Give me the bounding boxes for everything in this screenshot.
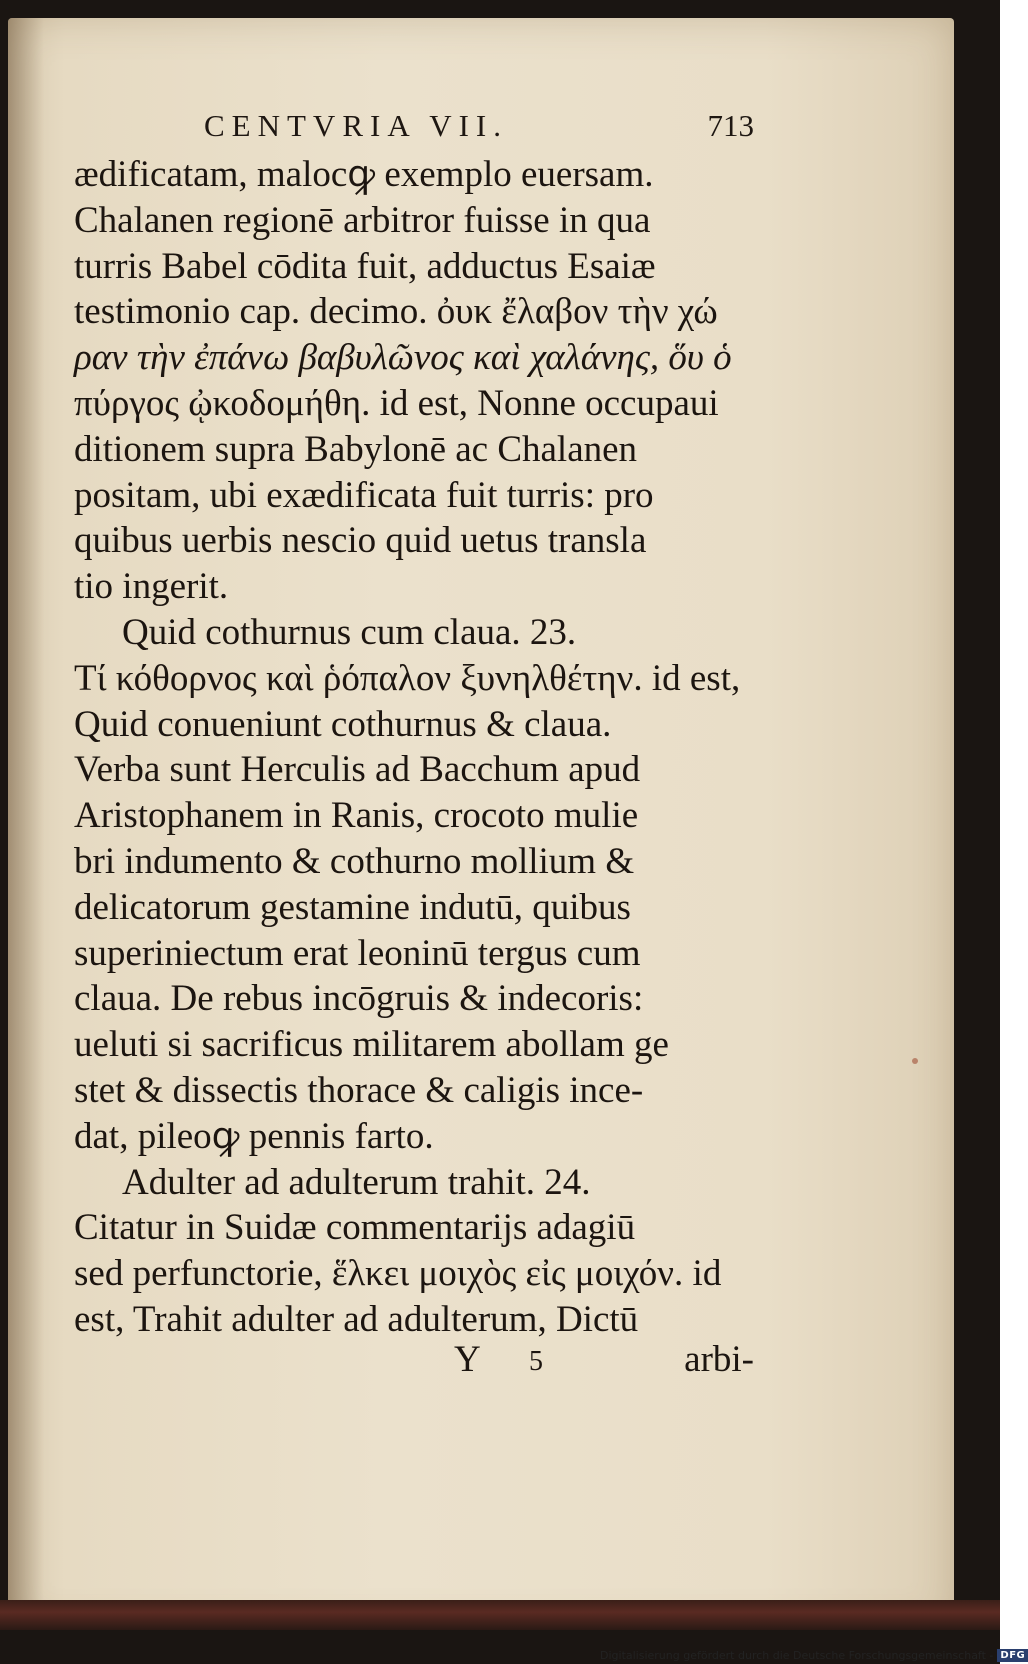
text-line: testimonio cap. decimo. ὀυκ ἔλαβον τὴν χώ	[74, 291, 718, 333]
text-line: est, Trahit adulter ad adulterum, Dictū	[74, 1298, 639, 1340]
adage-heading-24: Adulter ad adulterum trahit. 24.	[122, 1161, 591, 1203]
page-bottom-edge	[0, 1600, 1000, 1630]
text-line-greek: ραν τὴν ἐπάνω βαβυλῶνος καὶ χαλάνης, ὅυ ὁ	[74, 337, 732, 379]
credit-text: Digitalisierung gefördert durch die Deutsche Forschungsgemeinschaft -	[600, 1648, 994, 1662]
text-line: tio ingerit.	[74, 566, 229, 608]
catchword: arbi-	[684, 1339, 754, 1380]
signature-mark: Y	[454, 1339, 481, 1380]
text-line: dat, pileoꝙ pennis farto.	[74, 1115, 434, 1157]
signature-number: 5	[529, 1346, 543, 1377]
text-line: Aristophanem in Ranis, crocoto mulie	[74, 795, 639, 837]
text-line: turris Babel cōdita fuit, adductus Esaiæ	[74, 245, 656, 287]
text-line: positam, ubi exædificata fuit turris: pro	[74, 474, 654, 516]
text-line: ditionem supra Babylonē ac Chalanen	[74, 428, 638, 470]
digitization-credit	[600, 1646, 1028, 1664]
text-line: ueluti si sacrificus militarem abollam ge	[74, 1024, 669, 1066]
catchline	[74, 1338, 754, 1384]
text-line-greek: Τί κόθορνος καὶ ῥόπαλον ξυνηλθέτην. id est,	[74, 657, 741, 699]
text-line: claua. De rebus incōgruis & indecoris:	[74, 978, 644, 1020]
page-header	[74, 108, 754, 158]
text-line: Chalanen regionē arbitror fuisse in qua	[74, 199, 651, 241]
text-line: quibus uerbis nescio quid uetus transla	[74, 520, 647, 562]
text-line: superiniectum erat leoninū tergus cum	[74, 932, 641, 974]
text-line: πύργος ᾠκοδομήθη. id est, Nonne occupaui	[74, 382, 719, 424]
adage-heading-23: Quid cothurnus cum claua. 23.	[122, 611, 577, 653]
text-line: delicatorum gestamine indutū, quibus	[74, 886, 631, 928]
text-line: Verba sunt Herculis ad Bacchum apud	[74, 749, 641, 791]
text-line: Citatur in Suidæ commentarijs adagiū	[74, 1207, 636, 1249]
text-line: bri indumento & cothurno mollium &	[74, 840, 635, 882]
text-line: stet & dissectis thorace & caligis ince-	[74, 1069, 644, 1111]
running-title: CENTVRIA VII.	[204, 108, 508, 143]
gutter-shadow	[8, 18, 44, 1630]
text-line: sed perfunctorie, ἕλκει μοιχὸς εἰς μοιχόν. id	[74, 1253, 722, 1295]
dfg-logo-icon: DFG	[997, 1649, 1028, 1662]
paper-stain	[912, 1058, 918, 1064]
text-line: ædificatam, malocꝙ exemplo euersam.	[74, 154, 654, 195]
text-line: Quid conueniunt cothurnus & claua.	[74, 703, 612, 745]
body-text	[74, 152, 754, 1343]
page-number: 713	[707, 108, 754, 143]
